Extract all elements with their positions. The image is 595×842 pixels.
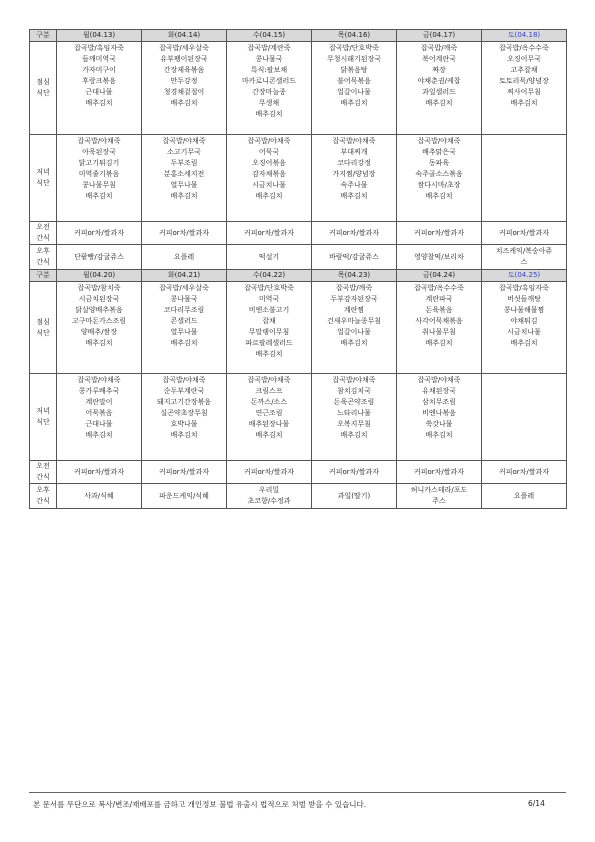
- dinner-cell-line: 크림스프: [255, 387, 283, 395]
- pm-snack-cell-line: 떡설기: [258, 252, 280, 261]
- lunch-cell: [57, 42, 142, 135]
- pm-snack-cell-line: 영양찰떡/보리차: [414, 252, 464, 261]
- lunch-cell-line: 잡곡밥/계란죽: [247, 44, 291, 52]
- dinner-cell-line: 돼지고기간장볶음: [156, 398, 212, 406]
- lunch-cell-line: 배추김치: [170, 99, 198, 107]
- header-label-cell: 구분: [30, 30, 57, 42]
- dinner-cell-line: 어묵볶음: [85, 409, 113, 417]
- dinner-cell-line: 잡곡밥/야채죽: [417, 137, 461, 145]
- am-snack-cell: 커피or차/쌀과자: [397, 461, 482, 484]
- pm-snack-cell-line: 요플레: [173, 252, 195, 261]
- lunch-cell-line: 잡곡밥/옥수수죽: [499, 44, 549, 52]
- dinner-cell-line: 순두부계란국: [163, 387, 205, 395]
- lunch-cell-line: 열무나물: [170, 328, 198, 336]
- pm-snack-cell-line: 과일(딸기): [337, 491, 371, 500]
- lunch-cell-line: 건새우마늘종무침: [326, 317, 382, 325]
- lunch-cell-line: 배추김치: [510, 99, 538, 107]
- lunch-cell-line: 배추김치: [85, 339, 113, 347]
- day-header-cell: 토(04.25): [482, 270, 567, 282]
- lunch-cell-line: 돈육볶음: [425, 306, 453, 314]
- lunch-cell-line: 잡곡밥/세우살죽: [159, 284, 209, 292]
- dinner-cell-line: 유채된장국: [422, 387, 456, 395]
- meal-label-cell-line: 간식: [36, 258, 50, 266]
- pm-snack-cell-line: 주스: [432, 497, 446, 505]
- meal-label-cell-line: 식단: [36, 418, 50, 426]
- dinner-row: [30, 135, 567, 222]
- lunch-cell-line: 콩나물국: [170, 295, 198, 303]
- dinner-cell-line: 숙주나물: [340, 181, 368, 189]
- lunch-cell-line: 배추김치: [340, 339, 368, 347]
- meal-label-cell: [30, 282, 57, 374]
- day-header-cell: 목(04.16): [312, 30, 397, 42]
- dinner-cell-line: 분홍소세지전: [163, 170, 205, 178]
- am-snack-cell: 커피or차/쌀과자: [482, 461, 567, 484]
- meal-label-cell-line: 점심: [36, 78, 50, 86]
- lunch-cell: [227, 282, 312, 374]
- lunch-cell-line: 간장마늘종: [252, 88, 286, 96]
- day-header-cell: 금(04.17): [397, 30, 482, 42]
- pm-snack-cell-line: 스: [520, 258, 528, 266]
- day-header-cell: 목(04.23): [312, 270, 397, 282]
- dinner-cell-line: 근대나물: [85, 420, 113, 428]
- menu-table: [29, 29, 567, 509]
- dinner-cell-line: 잡곡밥/야채죽: [417, 376, 461, 384]
- am-snack-cell: 커피or차/쌀과자: [227, 461, 312, 484]
- am-snack-row: [30, 222, 567, 245]
- dinner-cell-line: 호박나물: [170, 420, 198, 428]
- lunch-cell-line: 토토리묵/양념장: [499, 77, 549, 85]
- dinner-cell-line: 오징어볶음: [252, 159, 286, 167]
- pm-snack-cell: [227, 484, 312, 509]
- lunch-cell-line: 배추김치: [85, 99, 113, 107]
- pm-snack-cell: [312, 484, 397, 509]
- lunch-cell-line: 청경채겉절이: [163, 88, 205, 96]
- pm-snack-cell: [397, 245, 482, 270]
- day-header-cell: 월(04.13): [57, 30, 142, 42]
- lunch-cell-line: 북어계란국: [422, 55, 456, 63]
- pm-snack-row: [30, 245, 567, 270]
- dinner-cell-line: 오복지무침: [337, 420, 371, 428]
- dinner-cell-line: 잡곡밥/야채죽: [247, 376, 291, 384]
- meal-label-cell: [30, 222, 57, 245]
- pm-snack-cell: [142, 484, 227, 509]
- footer-rule: [29, 792, 566, 793]
- dinner-cell: [57, 374, 142, 461]
- dinner-cell-line: 콩가루배추국: [78, 387, 120, 395]
- dinner-cell-line: 배추김치: [425, 431, 453, 439]
- lunch-cell: [397, 42, 482, 135]
- lunch-cell-line: 잡곡밥/옥수수죽: [414, 284, 464, 292]
- pm-snack-cell-line: 우리밀: [258, 486, 280, 494]
- week-header-row: [30, 270, 567, 282]
- am-snack-cell: 커피or차/쌀과자: [142, 222, 227, 245]
- lunch-row: [30, 42, 567, 135]
- dinner-cell-line: 참치김치국: [337, 387, 371, 395]
- dinner-cell-line: 계란말이: [85, 398, 113, 406]
- lunch-cell-line: 잡곡밥/단호박죽: [244, 284, 294, 292]
- day-header-cell: 토(04.18): [482, 30, 567, 42]
- dinner-cell-line: 돈육곤약조림: [333, 398, 375, 406]
- lunch-cell-line: 야채튀김: [510, 317, 538, 325]
- lunch-cell-line: 후랑크볶음: [82, 77, 116, 85]
- lunch-cell: [397, 282, 482, 374]
- lunch-cell-line: 근대나물: [85, 88, 113, 96]
- dinner-cell-line: 열무나물: [170, 181, 198, 189]
- day-header-cell: 수(04.22): [227, 270, 312, 282]
- lunch-cell-line: 닭볶음탕: [340, 66, 368, 74]
- lunch-cell-line: 콘샐러드: [170, 317, 198, 325]
- am-snack-cell: 커피or차/쌀과자: [312, 461, 397, 484]
- dinner-cell-line: 잡곡밥/야채죽: [77, 137, 121, 145]
- pm-snack-row: [30, 484, 567, 509]
- meal-label-cell: [30, 374, 57, 461]
- dinner-cell-line: 잡곡밥/야채죽: [332, 376, 376, 384]
- pm-snack-cell-line: 허니카스테라/포도: [410, 486, 468, 494]
- meal-label-cell-line: 식단: [36, 328, 50, 337]
- am-snack-cell: 커피or차/쌀과자: [312, 222, 397, 245]
- lunch-cell-line: 과일샐러드: [422, 88, 456, 96]
- dinner-cell-line: 동파육: [428, 159, 450, 167]
- meal-label-cell-line: 식단: [36, 179, 50, 187]
- dinner-cell-line: 배추된장나물: [248, 420, 290, 428]
- lunch-cell-line: 간장제육볶음: [163, 66, 205, 74]
- week-header-row: [30, 30, 567, 42]
- dinner-cell-line: 배추김치: [85, 431, 113, 439]
- pm-snack-cell: [57, 484, 142, 509]
- meal-label-cell: [30, 461, 57, 484]
- dinner-cell: [227, 135, 312, 222]
- dinner-cell: [397, 135, 482, 222]
- lunch-cell: [142, 282, 227, 374]
- lunch-cell-line: 닭살양배추볶음: [75, 306, 123, 314]
- dinner-cell-line: 쑥갓나물: [425, 420, 453, 428]
- dinner-cell-line: 콩나물무침: [82, 181, 116, 189]
- dinner-cell-line: 배추김치: [425, 192, 453, 200]
- lunch-cell-line: 얼갈이나물: [337, 88, 371, 96]
- dinner-cell: [482, 135, 567, 222]
- lunch-cell-line: 사각어묵채볶음: [415, 317, 463, 325]
- lunch-cell: [482, 282, 567, 374]
- am-snack-cell: 커피or차/쌀과자: [57, 461, 142, 484]
- lunch-cell: [312, 42, 397, 135]
- lunch-cell: [227, 42, 312, 135]
- dinner-cell-line: 코다리강정: [337, 159, 371, 167]
- meal-label-cell-line: 오후: [36, 247, 50, 255]
- lunch-cell-line: 잡곡밥/단호박죽: [329, 44, 379, 52]
- day-header-cell: 수(04.15): [227, 30, 312, 42]
- pm-snack-cell-line: 파운드케익/식혜: [159, 491, 209, 500]
- meal-label-cell-line: 저녁: [36, 407, 50, 415]
- am-snack-row: [30, 461, 567, 484]
- lunch-cell-line: 버섯들깨탕: [507, 295, 541, 303]
- pm-snack-cell: [57, 245, 142, 270]
- day-header-cell: 월(04.20): [57, 270, 142, 282]
- dinner-cell-line: 잡곡밥/야채죽: [247, 137, 291, 145]
- day-header-cell: 화(04.21): [142, 270, 227, 282]
- lunch-cell-line: 무생채: [258, 99, 280, 107]
- dinner-cell-line: 배추맑은국: [422, 148, 456, 156]
- pm-snack-cell-line: 바람떡/감귤쥬스: [329, 252, 379, 261]
- meal-label-cell: [30, 135, 57, 222]
- meal-label-cell-line: 간식: [36, 473, 50, 481]
- pm-snack-cell: [397, 484, 482, 509]
- dinner-cell-line: 잡곡밥/야채죽: [332, 137, 376, 145]
- lunch-cell-line: 비엔소불고기: [248, 306, 290, 314]
- lunch-cell-line: 콩나물국: [255, 55, 283, 63]
- lunch-cell-line: 코다리무조림: [163, 306, 205, 314]
- meal-label-cell-line: 간식: [36, 234, 50, 242]
- pm-snack-cell-line: 요플레: [513, 491, 535, 500]
- am-snack-cell: 커피or차/쌀과자: [482, 222, 567, 245]
- dinner-row: [30, 374, 567, 461]
- dinner-cell-line: 감자채볶음: [252, 170, 286, 178]
- lunch-cell-line: 만두강정: [170, 77, 198, 85]
- dinner-cell-line: 부대찌개: [340, 148, 368, 156]
- dinner-cell-line: 실곤약초장무침: [160, 409, 208, 417]
- lunch-cell-line: 취나물무침: [422, 328, 456, 336]
- header-label-cell: 구분: [30, 270, 57, 282]
- dinner-cell-line: 시금치나물: [252, 181, 286, 189]
- dinner-cell-line: 두부조림: [170, 159, 198, 167]
- lunch-cell-line: 계란찜: [343, 306, 365, 314]
- dinner-cell: [397, 374, 482, 461]
- lunch-cell-line: 고추잡채: [510, 66, 538, 74]
- lunch-cell-line: 배추김치: [425, 339, 453, 347]
- lunch-cell-line: 양배추/쌈장: [80, 328, 118, 336]
- pm-snack-cell: [482, 484, 567, 509]
- lunch-cell-line: 야채춘권/케찹: [417, 77, 461, 85]
- lunch-cell-line: 무청시래기된장국: [326, 55, 382, 63]
- dinner-cell-line: 잡곡밥/야채죽: [162, 376, 206, 384]
- pm-snack-cell: [312, 245, 397, 270]
- lunch-cell-line: 잡채: [262, 317, 276, 325]
- dinner-cell-line: 가지찜/양념장: [332, 170, 376, 178]
- lunch-cell-line: 잡곡밥/흑임자죽: [499, 284, 549, 292]
- lunch-cell-line: 얼갈이나물: [337, 328, 371, 336]
- meal-label-cell-line: 저녁: [36, 168, 50, 176]
- lunch-row: [30, 282, 567, 374]
- dinner-cell: [227, 374, 312, 461]
- lunch-cell: [57, 282, 142, 374]
- dinner-cell-line: 아욱된장국: [82, 148, 116, 156]
- dinner-cell-line: 삼치무조림: [422, 398, 456, 406]
- day-header-cell: 화(04.14): [142, 30, 227, 42]
- dinner-cell-line: 연근조림: [255, 409, 283, 417]
- pm-snack-cell: [482, 245, 567, 270]
- pm-snack-cell-line: 초코향/수정과: [247, 497, 291, 505]
- lunch-cell-line: 무말랭이무침: [248, 328, 290, 336]
- lunch-cell-line: 잡곡밥/참치죽: [77, 284, 121, 292]
- meal-label-cell-line: 간식: [36, 497, 50, 505]
- lunch-cell-line: 유부팽이된장국: [160, 55, 208, 63]
- lunch-cell-line: 잡곡밥/깨죽: [420, 44, 458, 52]
- lunch-cell-line: 미역국: [258, 295, 280, 303]
- lunch-cell-line: 고구마돈가스조림: [71, 317, 127, 325]
- pm-snack-cell-line: 단팥빵/감귤쥬스: [74, 252, 124, 261]
- lunch-cell-line: 찌사이무침: [507, 88, 541, 96]
- lunch-cell-line: 계란파국: [425, 295, 453, 303]
- meal-label-cell: [30, 245, 57, 270]
- lunch-cell-line: 배추김치: [255, 350, 283, 358]
- meal-label-cell-line: 식단: [36, 89, 50, 97]
- meal-label-cell-line: 점심: [36, 317, 50, 326]
- lunch-cell-line: 파르팔레샐러드: [245, 339, 293, 347]
- lunch-cell-line: 오징어무국: [507, 55, 541, 63]
- am-snack-cell: 커피or차/쌀과자: [142, 461, 227, 484]
- pm-snack-cell-line: 사과/식혜: [84, 491, 114, 500]
- lunch-cell: [142, 42, 227, 135]
- dinner-cell: [142, 135, 227, 222]
- dinner-cell: [142, 374, 227, 461]
- dinner-cell-line: 미역줄기볶음: [78, 170, 120, 178]
- lunch-cell-line: 배추김치: [510, 339, 538, 347]
- dinner-cell-line: 배추김치: [255, 431, 283, 439]
- lunch-cell-line: 잡곡밥/깨죽: [335, 284, 373, 292]
- pm-snack-cell: [142, 245, 227, 270]
- dinner-cell-line: 소고기무국: [167, 148, 201, 156]
- dinner-cell: [312, 374, 397, 461]
- day-header-cell: 금(04.24): [397, 270, 482, 282]
- dinner-cell-line: 배추김치: [170, 192, 198, 200]
- dinner-cell: [482, 374, 567, 461]
- dinner-cell-line: 잡곡밥/야채죽: [77, 376, 121, 384]
- dinner-cell-line: 배추김치: [340, 192, 368, 200]
- dinner-cell-line: 비엔나볶음: [422, 409, 456, 417]
- dinner-cell-line: 돈까스/소스: [250, 398, 288, 406]
- lunch-cell-line: 두부감자된장국: [330, 295, 378, 303]
- dinner-cell-line: 잡곡밥/야채죽: [162, 137, 206, 145]
- lunch-cell-line: 시금치나물: [507, 328, 541, 336]
- lunch-cell-line: 잡곡밥/세우살죽: [159, 44, 209, 52]
- lunch-cell-line: 배추김치: [425, 99, 453, 107]
- meal-label-cell: [30, 484, 57, 509]
- dinner-cell-line: 배추김치: [170, 431, 198, 439]
- lunch-cell-line: 특식:팔보채: [250, 66, 288, 74]
- dinner-cell: [57, 135, 142, 222]
- dinner-cell-line: 쌈다시마/초장: [417, 181, 461, 189]
- lunch-cell-line: 짜장: [432, 66, 446, 74]
- lunch-cell-line: 배추김치: [255, 110, 283, 118]
- lunch-cell: [312, 282, 397, 374]
- lunch-cell-line: 들깨미역국: [82, 55, 116, 63]
- meal-label-cell-line: 오전: [36, 462, 50, 470]
- footer-notice: 본 문서를 무단으로 복사/변조/재배포를 금하고 개인정보 불법 유출시 법적으로 처벌 받을 수 있습니다.: [33, 800, 367, 809]
- meal-label-cell-line: 오후: [36, 486, 50, 494]
- dinner-cell-line: 어묵국: [258, 148, 280, 156]
- lunch-cell-line: 가자미구이: [82, 66, 116, 74]
- lunch-cell-line: 마카로니콘샐러드: [241, 77, 297, 85]
- am-snack-cell: 커피or차/쌀과자: [227, 222, 312, 245]
- pm-snack-cell: [227, 245, 312, 270]
- dinner-cell-line: 배추김치: [340, 431, 368, 439]
- dinner-cell-line: 닭고기튀김기: [78, 159, 120, 167]
- lunch-cell-line: 시금치된장국: [78, 295, 120, 303]
- meal-label-cell-line: 오전: [36, 223, 50, 231]
- lunch-cell-line: 잡곡밥/흑임자죽: [74, 44, 124, 52]
- lunch-cell-line: 배추김치: [340, 99, 368, 107]
- am-snack-cell: 커피or차/쌀과자: [57, 222, 142, 245]
- dinner-cell-line: 배추김치: [255, 192, 283, 200]
- dinner-cell-line: 숙주골소스볶음: [415, 170, 463, 178]
- lunch-cell-line: 콩나물해물찜: [503, 306, 545, 314]
- page-number: 6/14: [528, 799, 545, 808]
- lunch-cell: [482, 42, 567, 135]
- dinner-cell: [312, 135, 397, 222]
- meal-label-cell: [30, 42, 57, 135]
- pm-snack-cell-line: 치즈케익/복숭아쥬: [495, 247, 553, 255]
- lunch-cell-line: 불어묵볶음: [337, 77, 371, 85]
- lunch-cell-line: 배추김치: [170, 339, 198, 347]
- dinner-cell-line: 느타리나물: [337, 409, 371, 417]
- am-snack-cell: 커피or차/쌀과자: [397, 222, 482, 245]
- dinner-cell-line: 배추김치: [85, 192, 113, 200]
